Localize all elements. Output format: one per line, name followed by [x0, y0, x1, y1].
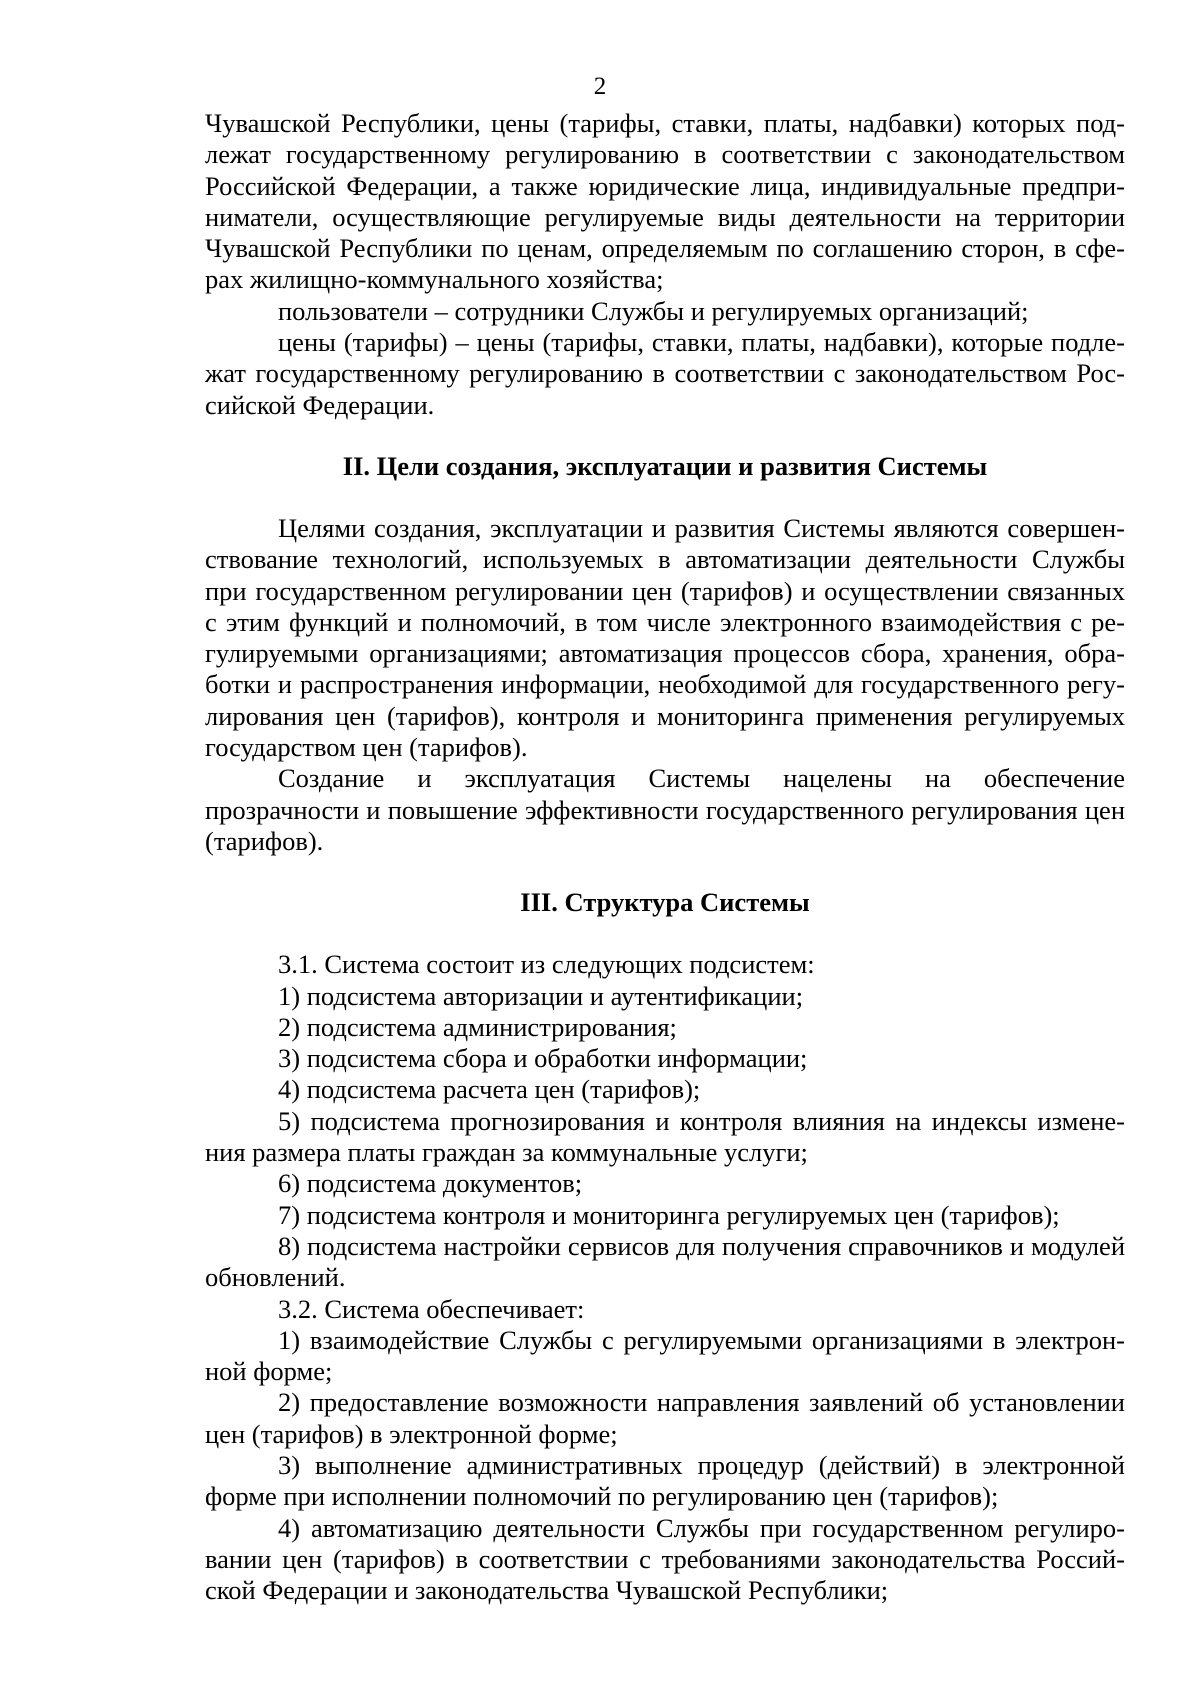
clause-3-2: 3.2. Система обеспечивает:	[278, 1293, 585, 1324]
subsystem-item: 1) подсистема авторизации и аутентификации;	[278, 980, 804, 1011]
goals-paragraph: Создание и эксплуатация Системы нацелены на обеспечение прозрачности и повышение эффективности государственного регулирования цен (тарифов).	[205, 763, 1125, 856]
provides-item: 1) взаимодействие Службы с регулируемыми организациями в электронной форме;	[205, 1324, 1125, 1387]
clause-3-1: 3.1. Система состоит из следующих подсистем:	[278, 949, 815, 980]
goals-paragraph: Целями создания, эксплуатации и развития Системы являются совершенствование технологий, используемых в автоматизации деятельности Службы при государственном регулировании цен (тарифов) и осуществлении связанных с этим функций и полномочий, в том числе электронного взаимодействия с регулируемыми организациями; автоматизация процессов сбора, хранения, обработки и распространения информации, необходимой для государственного регулирования цен (тарифов), контроля и мониторинга применения регулируемых государством цен (тарифов).	[205, 512, 1125, 763]
spacer	[205, 482, 1125, 513]
subsystem-item: 2) подсистема администрирования;	[278, 1011, 677, 1042]
subsystem-item: 5) подсистема прогнозирования и контроля влияния на индексы изменения размера платы граждан за коммунальные услуги;	[205, 1105, 1125, 1168]
intro-continuation: Чувашской Республики, цены (тарифы, ставки, платы, надбавки) которых подлежат государственному регулированию в соответствии с законодательством Российской Федерации, а также юридические лица, индивидуальные предприниматели, осуществляющие регулируемые виды деятельности на территории Чувашской Республики по ценам, определяемым по соглашению сторон, в сферах жилищно-коммунального хозяйства;	[205, 108, 1125, 295]
subsystem-item: 8) подсистема настройки сервисов для получения справочников и модулей обновлений.	[205, 1230, 1125, 1293]
provides-item: 2) предоставление возможности направления заявлений об установлении цен (тарифов) в электронной форме;	[205, 1387, 1125, 1449]
definition-users: пользователи – сотрудники Службы и регулируемых организаций;	[278, 295, 1029, 326]
page-number: 2	[593, 73, 607, 100]
provides-item: 4) автоматизацию деятельности Службы при государственном регулировании цен (тарифов) в соответствии с требованиями законодательства Российской Федерации и законодательства Чувашской Республики;	[205, 1512, 1125, 1606]
subsystem-item: 3) подсистема сбора и обработки информации;	[278, 1043, 808, 1074]
subsystem-item: 4) подсистема расчета цен (тарифов);	[278, 1074, 701, 1105]
spacer	[205, 857, 1125, 887]
spacer	[205, 918, 1125, 949]
provides-item: 3) выполнение административных процедур (действий) в электронной форме при исполнении полномочий по регулированию цен (тарифов);	[205, 1449, 1125, 1512]
definition-prices: цены (тарифы) – цены (тарифы, ставки, платы, надбавки), которые подлежат государственному регулированию в соответствии с законодательством Российской Федерации.	[205, 327, 1125, 420]
spacer	[205, 421, 1125, 451]
subsystem-item: 6) подсистема документов;	[278, 1168, 583, 1199]
section-heading-goals: II. Цели создания, эксплуатации и развития Системы	[342, 450, 988, 481]
subsystem-item: 7) подсистема контроля и мониторинга регулируемых цен (тарифов);	[278, 1199, 1060, 1230]
document-body	[205, 108, 1125, 1606]
section-heading-structure: III. Структура Системы	[520, 887, 810, 918]
